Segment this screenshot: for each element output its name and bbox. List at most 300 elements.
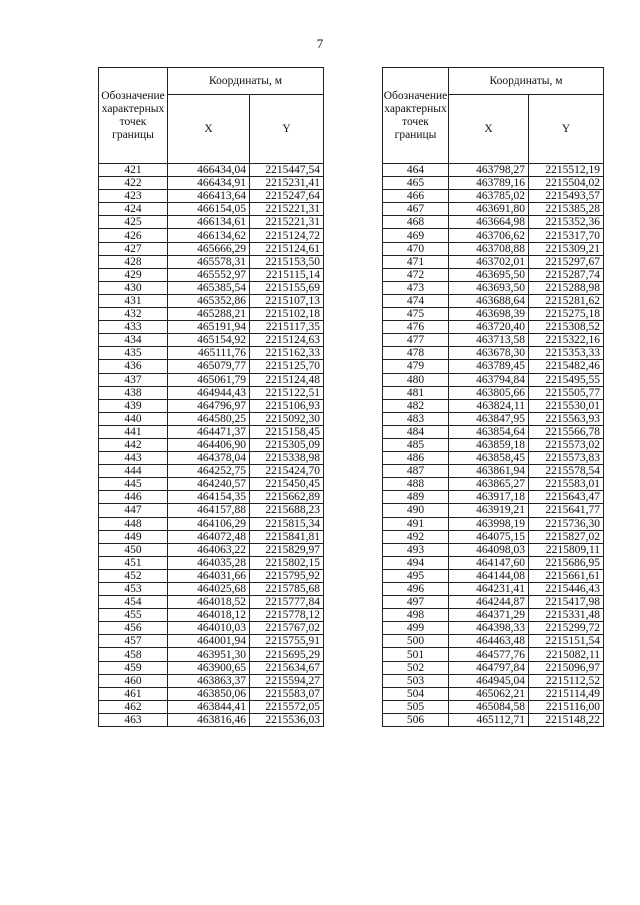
point-id-cell: 471 <box>383 255 449 268</box>
table-row <box>99 478 324 491</box>
point-id-cell: 457 <box>99 635 168 648</box>
table-row <box>99 438 324 451</box>
x-coordinate-cell: 463695,50 <box>449 268 529 281</box>
x-coordinate-cell: 463664,98 <box>449 216 529 229</box>
point-id-cell: 453 <box>99 583 168 596</box>
table-row <box>383 543 604 556</box>
point-id-cell: 465 <box>383 177 449 190</box>
table-row <box>99 543 324 556</box>
table-row <box>383 177 604 190</box>
y-coordinate-cell: 2215578,54 <box>529 465 604 478</box>
y-coordinate-cell: 2215231,41 <box>250 177 324 190</box>
table-row <box>99 216 324 229</box>
point-id-cell: 477 <box>383 334 449 347</box>
x-coordinate-cell: 464144,08 <box>449 569 529 582</box>
table-row <box>383 648 604 661</box>
table-row <box>383 635 604 648</box>
coordinates-table-right <box>382 67 604 727</box>
y-coordinate-cell: 2215299,72 <box>529 622 604 635</box>
point-id-cell: 421 <box>99 164 168 177</box>
x-coordinate-cell: 464580,25 <box>168 412 250 425</box>
x-coordinate-cell: 464035,28 <box>168 556 250 569</box>
x-coordinate-cell: 466134,62 <box>168 229 250 242</box>
point-id-cell: 469 <box>383 229 449 242</box>
x-coordinate-cell: 466134,61 <box>168 216 250 229</box>
point-id-cell: 445 <box>99 478 168 491</box>
y-coordinate-cell: 2215122,51 <box>250 386 324 399</box>
x-coordinate-cell: 463919,21 <box>449 504 529 517</box>
table-row <box>99 530 324 543</box>
y-coordinate-cell: 2215151,54 <box>529 635 604 648</box>
point-id-cell: 444 <box>99 465 168 478</box>
y-coordinate-cell: 2215512,19 <box>529 164 604 177</box>
x-coordinate-cell: 465112,71 <box>449 713 529 726</box>
point-id-cell: 489 <box>383 491 449 504</box>
x-coordinate-cell: 463865,27 <box>449 478 529 491</box>
table-row <box>383 478 604 491</box>
point-id-cell: 422 <box>99 177 168 190</box>
point-id-cell: 483 <box>383 412 449 425</box>
point-id-cell: 501 <box>383 648 449 661</box>
x-coordinate-cell: 464945,04 <box>449 674 529 687</box>
header-point-id: Обозначение характерных точек границы <box>383 68 449 164</box>
table-row <box>383 530 604 543</box>
table-row <box>99 294 324 307</box>
x-coordinate-cell: 463863,37 <box>168 674 250 687</box>
table-row <box>383 216 604 229</box>
y-coordinate-cell: 2215573,83 <box>529 452 604 465</box>
x-coordinate-cell: 466154,05 <box>168 203 250 216</box>
y-coordinate-cell: 2215309,21 <box>529 242 604 255</box>
point-id-cell: 496 <box>383 583 449 596</box>
table-row <box>383 334 604 347</box>
table-row <box>99 452 324 465</box>
table-row <box>383 569 604 582</box>
point-id-cell: 447 <box>99 504 168 517</box>
point-id-cell: 452 <box>99 569 168 582</box>
y-coordinate-cell: 2215841,81 <box>250 530 324 543</box>
table-row <box>99 360 324 373</box>
point-id-cell: 475 <box>383 308 449 321</box>
y-coordinate-cell: 2215102,18 <box>250 308 324 321</box>
x-coordinate-cell: 466434,91 <box>168 177 250 190</box>
table-row <box>383 452 604 465</box>
point-id-cell: 423 <box>99 190 168 203</box>
y-coordinate-cell: 2215482,46 <box>529 360 604 373</box>
point-id-cell: 467 <box>383 203 449 216</box>
point-id-cell: 481 <box>383 386 449 399</box>
table-row <box>383 190 604 203</box>
table-row <box>383 622 604 635</box>
point-id-cell: 433 <box>99 321 168 334</box>
table-row <box>99 308 324 321</box>
y-coordinate-cell: 2215106,93 <box>250 399 324 412</box>
point-id-cell: 491 <box>383 517 449 530</box>
y-coordinate-cell: 2215305,09 <box>250 438 324 451</box>
point-id-cell: 435 <box>99 347 168 360</box>
x-coordinate-cell: 464154,35 <box>168 491 250 504</box>
x-coordinate-cell: 464796,97 <box>168 399 250 412</box>
y-coordinate-cell: 2215124,61 <box>250 242 324 255</box>
table-row <box>99 321 324 334</box>
point-id-cell: 450 <box>99 543 168 556</box>
y-coordinate-cell: 2215124,63 <box>250 334 324 347</box>
coordinates-table-left <box>98 67 324 727</box>
y-coordinate-cell: 2215505,77 <box>529 386 604 399</box>
y-coordinate-cell: 2215736,30 <box>529 517 604 530</box>
x-coordinate-cell: 463794,84 <box>449 373 529 386</box>
table-row <box>99 190 324 203</box>
point-id-cell: 490 <box>383 504 449 517</box>
point-id-cell: 424 <box>99 203 168 216</box>
point-id-cell: 438 <box>99 386 168 399</box>
y-coordinate-cell: 2215158,45 <box>250 425 324 438</box>
table-row <box>383 386 604 399</box>
x-coordinate-cell: 463678,30 <box>449 347 529 360</box>
point-id-cell: 488 <box>383 478 449 491</box>
point-id-cell: 463 <box>99 713 168 726</box>
x-coordinate-cell: 463951,30 <box>168 648 250 661</box>
point-id-cell: 482 <box>383 399 449 412</box>
x-coordinate-cell: 464106,29 <box>168 517 250 530</box>
y-coordinate-cell: 2215288,98 <box>529 281 604 294</box>
point-id-cell: 456 <box>99 622 168 635</box>
y-coordinate-cell: 2215594,27 <box>250 674 324 687</box>
y-coordinate-cell: 2215802,15 <box>250 556 324 569</box>
y-coordinate-cell: 2215117,35 <box>250 321 324 334</box>
table-row <box>383 412 604 425</box>
table-row <box>99 281 324 294</box>
point-id-cell: 427 <box>99 242 168 255</box>
table-row <box>99 556 324 569</box>
point-id-cell: 466 <box>383 190 449 203</box>
point-id-cell: 493 <box>383 543 449 556</box>
x-coordinate-cell: 463850,06 <box>168 687 250 700</box>
x-coordinate-cell: 464797,84 <box>449 661 529 674</box>
table-row <box>383 504 604 517</box>
x-coordinate-cell: 463858,45 <box>449 452 529 465</box>
header-x: X <box>168 95 250 164</box>
point-id-cell: 446 <box>99 491 168 504</box>
y-coordinate-cell: 2215297,67 <box>529 255 604 268</box>
x-coordinate-cell: 464147,60 <box>449 556 529 569</box>
y-coordinate-cell: 2215322,16 <box>529 334 604 347</box>
point-id-cell: 504 <box>383 687 449 700</box>
x-coordinate-cell: 463691,80 <box>449 203 529 216</box>
x-coordinate-cell: 464240,57 <box>168 478 250 491</box>
y-coordinate-cell: 2215493,57 <box>529 190 604 203</box>
x-coordinate-cell: 464010,03 <box>168 622 250 635</box>
y-coordinate-cell: 2215096,97 <box>529 661 604 674</box>
y-coordinate-cell: 2215495,55 <box>529 373 604 386</box>
y-coordinate-cell: 2215583,07 <box>250 687 324 700</box>
header-coordinates: Координаты, м <box>168 68 324 95</box>
x-coordinate-cell: 464018,52 <box>168 596 250 609</box>
y-coordinate-cell: 2215148,22 <box>529 713 604 726</box>
point-id-cell: 495 <box>383 569 449 582</box>
x-coordinate-cell: 465061,79 <box>168 373 250 386</box>
table-row <box>383 556 604 569</box>
x-coordinate-cell: 463789,16 <box>449 177 529 190</box>
table-row <box>383 609 604 622</box>
y-coordinate-cell: 2215573,02 <box>529 438 604 451</box>
y-coordinate-cell: 2215447,54 <box>250 164 324 177</box>
point-id-cell: 492 <box>383 530 449 543</box>
point-id-cell: 474 <box>383 294 449 307</box>
table-row <box>99 412 324 425</box>
x-coordinate-cell: 463900,65 <box>168 661 250 674</box>
y-coordinate-cell: 2215795,92 <box>250 569 324 582</box>
table-row <box>99 334 324 347</box>
table-row <box>383 360 604 373</box>
x-coordinate-cell: 464252,75 <box>168 465 250 478</box>
x-coordinate-cell: 465062,21 <box>449 687 529 700</box>
x-coordinate-cell: 464398,33 <box>449 622 529 635</box>
table-row <box>383 674 604 687</box>
x-coordinate-cell: 464157,88 <box>168 504 250 517</box>
y-coordinate-cell: 2215352,36 <box>529 216 604 229</box>
x-coordinate-cell: 463713,58 <box>449 334 529 347</box>
y-coordinate-cell: 2215446,43 <box>529 583 604 596</box>
table-row <box>99 491 324 504</box>
x-coordinate-cell: 464463,48 <box>449 635 529 648</box>
table-row <box>383 661 604 674</box>
point-id-cell: 442 <box>99 438 168 451</box>
table-row <box>383 268 604 281</box>
x-coordinate-cell: 463847,95 <box>449 412 529 425</box>
y-coordinate-cell: 2215281,62 <box>529 294 604 307</box>
x-coordinate-cell: 464075,15 <box>449 530 529 543</box>
header-y: Y <box>250 95 324 164</box>
table-row <box>383 373 604 386</box>
point-id-cell: 503 <box>383 674 449 687</box>
table-row <box>99 635 324 648</box>
table-row <box>383 438 604 451</box>
x-coordinate-cell: 465552,97 <box>168 268 250 281</box>
y-coordinate-cell: 2215385,28 <box>529 203 604 216</box>
y-coordinate-cell: 2215815,34 <box>250 517 324 530</box>
point-id-cell: 478 <box>383 347 449 360</box>
point-id-cell: 449 <box>99 530 168 543</box>
x-coordinate-cell: 466413,64 <box>168 190 250 203</box>
y-coordinate-cell: 2215686,95 <box>529 556 604 569</box>
y-coordinate-cell: 2215450,45 <box>250 478 324 491</box>
y-coordinate-cell: 2215778,12 <box>250 609 324 622</box>
y-coordinate-cell: 2215338,98 <box>250 452 324 465</box>
x-coordinate-cell: 465084,58 <box>449 700 529 713</box>
x-coordinate-cell: 465352,86 <box>168 294 250 307</box>
y-coordinate-cell: 2215317,70 <box>529 229 604 242</box>
y-coordinate-cell: 2215809,11 <box>529 543 604 556</box>
y-coordinate-cell: 2215563,93 <box>529 412 604 425</box>
y-coordinate-cell: 2215829,97 <box>250 543 324 556</box>
y-coordinate-cell: 2215116,00 <box>529 700 604 713</box>
x-coordinate-cell: 463816,46 <box>168 713 250 726</box>
x-coordinate-cell: 463805,66 <box>449 386 529 399</box>
table-row <box>99 347 324 360</box>
table-row <box>383 308 604 321</box>
table-row <box>99 713 324 726</box>
x-coordinate-cell: 463698,39 <box>449 308 529 321</box>
x-coordinate-cell: 463785,02 <box>449 190 529 203</box>
y-coordinate-cell: 2215247,64 <box>250 190 324 203</box>
table-row <box>383 164 604 177</box>
x-coordinate-cell: 464244,87 <box>449 596 529 609</box>
header-x: X <box>449 95 529 164</box>
x-coordinate-cell: 463917,18 <box>449 491 529 504</box>
x-coordinate-cell: 464018,12 <box>168 609 250 622</box>
table-row <box>99 268 324 281</box>
point-id-cell: 473 <box>383 281 449 294</box>
y-coordinate-cell: 2215530,01 <box>529 399 604 412</box>
y-coordinate-cell: 2215504,02 <box>529 177 604 190</box>
point-id-cell: 434 <box>99 334 168 347</box>
y-coordinate-cell: 2215417,98 <box>529 596 604 609</box>
table-row <box>99 203 324 216</box>
point-id-cell: 485 <box>383 438 449 451</box>
point-id-cell: 426 <box>99 229 168 242</box>
table-row <box>383 294 604 307</box>
point-id-cell: 462 <box>99 700 168 713</box>
y-coordinate-cell: 2215688,23 <box>250 504 324 517</box>
point-id-cell: 464 <box>383 164 449 177</box>
y-coordinate-cell: 2215572,05 <box>250 700 324 713</box>
table-row <box>383 700 604 713</box>
x-coordinate-cell: 464471,37 <box>168 425 250 438</box>
y-coordinate-cell: 2215424,70 <box>250 465 324 478</box>
table-row <box>99 373 324 386</box>
table-row <box>99 164 324 177</box>
x-coordinate-cell: 464098,03 <box>449 543 529 556</box>
y-coordinate-cell: 2215287,74 <box>529 268 604 281</box>
y-coordinate-cell: 2215221,31 <box>250 216 324 229</box>
x-coordinate-cell: 463789,45 <box>449 360 529 373</box>
y-coordinate-cell: 2215566,78 <box>529 425 604 438</box>
point-id-cell: 505 <box>383 700 449 713</box>
y-coordinate-cell: 2215695,29 <box>250 648 324 661</box>
y-coordinate-cell: 2215643,47 <box>529 491 604 504</box>
table-row <box>99 255 324 268</box>
y-coordinate-cell: 2215107,13 <box>250 294 324 307</box>
x-coordinate-cell: 463708,88 <box>449 242 529 255</box>
point-id-cell: 499 <box>383 622 449 635</box>
table-row <box>99 687 324 700</box>
point-id-cell: 425 <box>99 216 168 229</box>
y-coordinate-cell: 2215331,48 <box>529 609 604 622</box>
point-id-cell: 484 <box>383 425 449 438</box>
x-coordinate-cell: 465666,29 <box>168 242 250 255</box>
y-coordinate-cell: 2215536,03 <box>250 713 324 726</box>
x-coordinate-cell: 465578,31 <box>168 255 250 268</box>
point-id-cell: 430 <box>99 281 168 294</box>
table-row <box>99 242 324 255</box>
y-coordinate-cell: 2215785,68 <box>250 583 324 596</box>
point-id-cell: 497 <box>383 596 449 609</box>
x-coordinate-cell: 463854,64 <box>449 425 529 438</box>
point-id-cell: 487 <box>383 465 449 478</box>
point-id-cell: 439 <box>99 399 168 412</box>
point-id-cell: 500 <box>383 635 449 648</box>
x-coordinate-cell: 464001,94 <box>168 635 250 648</box>
x-coordinate-cell: 465154,92 <box>168 334 250 347</box>
x-coordinate-cell: 465079,77 <box>168 360 250 373</box>
x-coordinate-cell: 464378,04 <box>168 452 250 465</box>
page-number: 7 <box>316 36 324 51</box>
table-row <box>383 321 604 334</box>
point-id-cell: 437 <box>99 373 168 386</box>
x-coordinate-cell: 464231,41 <box>449 583 529 596</box>
table-row <box>383 242 604 255</box>
y-coordinate-cell: 2215125,70 <box>250 360 324 373</box>
table-row <box>99 700 324 713</box>
point-id-cell: 502 <box>383 661 449 674</box>
point-id-cell: 494 <box>383 556 449 569</box>
x-coordinate-cell: 463859,18 <box>449 438 529 451</box>
x-coordinate-cell: 463844,41 <box>168 700 250 713</box>
y-coordinate-cell: 2215092,30 <box>250 412 324 425</box>
point-id-cell: 470 <box>383 242 449 255</box>
x-coordinate-cell: 464063,22 <box>168 543 250 556</box>
y-coordinate-cell: 2215755,91 <box>250 635 324 648</box>
y-coordinate-cell: 2215661,61 <box>529 569 604 582</box>
point-id-cell: 459 <box>99 661 168 674</box>
table-row <box>99 596 324 609</box>
table-row <box>99 465 324 478</box>
x-coordinate-cell: 463688,64 <box>449 294 529 307</box>
y-coordinate-cell: 2215124,72 <box>250 229 324 242</box>
x-coordinate-cell: 464371,29 <box>449 609 529 622</box>
point-id-cell: 451 <box>99 556 168 569</box>
point-id-cell: 431 <box>99 294 168 307</box>
point-id-cell: 486 <box>383 452 449 465</box>
table-row <box>383 229 604 242</box>
header-y: Y <box>529 95 604 164</box>
table-row <box>383 347 604 360</box>
point-id-cell: 432 <box>99 308 168 321</box>
y-coordinate-cell: 2215777,84 <box>250 596 324 609</box>
y-coordinate-cell: 2215155,69 <box>250 281 324 294</box>
y-coordinate-cell: 2215308,52 <box>529 321 604 334</box>
table-row <box>99 648 324 661</box>
table-row <box>383 583 604 596</box>
header-point-id: Обозначение характерных точек границы <box>99 68 168 164</box>
table-row <box>99 661 324 674</box>
point-id-cell: 443 <box>99 452 168 465</box>
y-coordinate-cell: 2215153,50 <box>250 255 324 268</box>
x-coordinate-cell: 465111,76 <box>168 347 250 360</box>
point-id-cell: 480 <box>383 373 449 386</box>
point-id-cell: 506 <box>383 713 449 726</box>
table-row <box>99 622 324 635</box>
x-coordinate-cell: 464406,90 <box>168 438 250 451</box>
x-coordinate-cell: 464577,76 <box>449 648 529 661</box>
point-id-cell: 461 <box>99 687 168 700</box>
table-row <box>99 517 324 530</box>
y-coordinate-cell: 2215827,02 <box>529 530 604 543</box>
point-id-cell: 454 <box>99 596 168 609</box>
x-coordinate-cell: 465385,54 <box>168 281 250 294</box>
x-coordinate-cell: 464944,43 <box>168 386 250 399</box>
table-row <box>99 504 324 517</box>
y-coordinate-cell: 2215124,48 <box>250 373 324 386</box>
point-id-cell: 476 <box>383 321 449 334</box>
table-row <box>99 425 324 438</box>
header-coordinates: Координаты, м <box>449 68 604 95</box>
y-coordinate-cell: 2215767,02 <box>250 622 324 635</box>
point-id-cell: 436 <box>99 360 168 373</box>
y-coordinate-cell: 2215114,49 <box>529 687 604 700</box>
x-coordinate-cell: 464031,66 <box>168 569 250 582</box>
